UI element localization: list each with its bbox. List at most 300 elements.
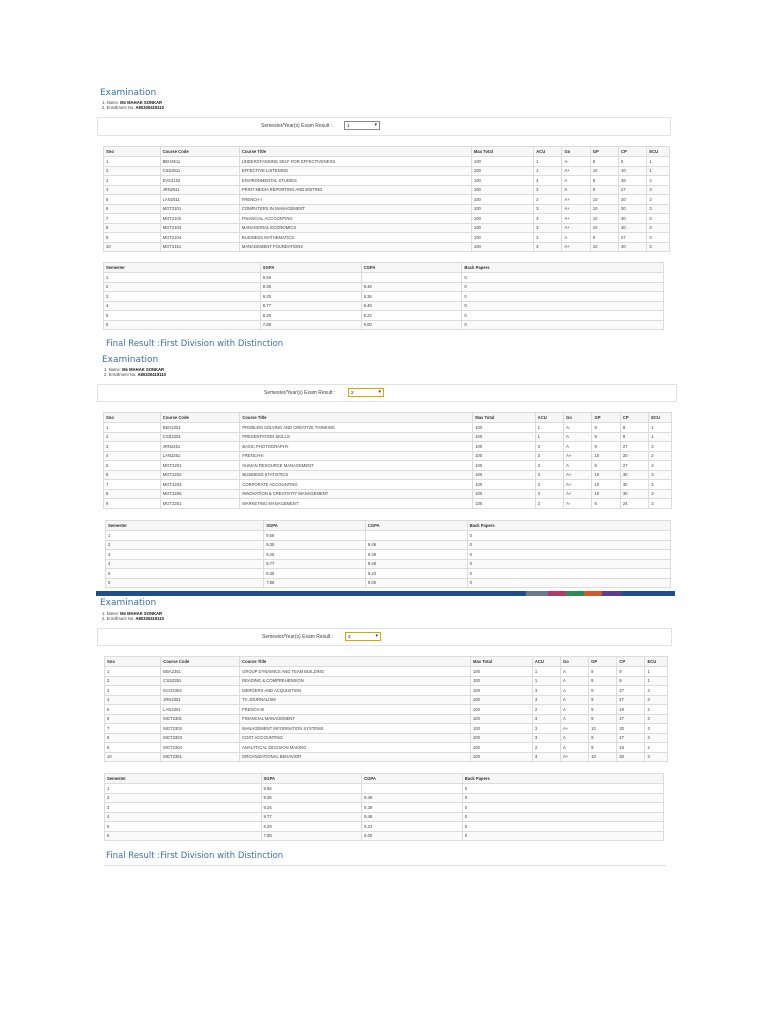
page-title: Examination xyxy=(100,598,157,608)
cell-gp: 10 xyxy=(592,489,620,499)
cell-course-code: MGT2203 xyxy=(160,480,240,490)
student-info xyxy=(102,611,164,621)
cell-sno: 10 xyxy=(105,752,161,762)
summary-row xyxy=(105,784,664,794)
cell-ecu: 3 xyxy=(647,214,670,224)
summary-table-viewport xyxy=(105,520,671,589)
cell-acu: 3 xyxy=(535,470,563,480)
course-row xyxy=(104,195,670,205)
header-ecu: ECU xyxy=(649,413,672,423)
cell-acu: 3 xyxy=(534,204,562,214)
cell-gp: 9 xyxy=(592,442,620,452)
cell-acu: 2 xyxy=(535,451,563,461)
course-row xyxy=(105,676,668,686)
cell-acu: 3 xyxy=(532,686,560,696)
cell-grade: A+ xyxy=(562,204,590,214)
cell-gp: 10 xyxy=(589,752,617,762)
cell-course-title: MANAGEMENT FOUNDATIONS xyxy=(239,242,471,252)
cell-sno: 1 xyxy=(105,667,161,677)
cell-acu: 3 xyxy=(535,489,563,499)
cell-grade: A xyxy=(561,733,589,743)
header-course-title: Course Title xyxy=(239,147,471,157)
bar-segment xyxy=(602,591,622,596)
cell-cgpa: 9.23 xyxy=(365,569,467,579)
cell-max-total: 100 xyxy=(471,185,533,195)
header-cgpa: CGPA xyxy=(365,521,467,531)
cell-sno: 10 xyxy=(104,242,161,252)
cell-course-code: MGT2202 xyxy=(160,470,240,480)
cell-max-total: 100 xyxy=(471,233,533,243)
semester-select-value: 1 xyxy=(347,123,350,128)
course-row xyxy=(104,233,670,243)
cell-acu: 3 xyxy=(535,499,563,509)
summary-row xyxy=(105,831,664,841)
header-acu: ACU xyxy=(532,657,560,667)
cell-grade: A xyxy=(561,695,589,705)
cell-course-code: MGT2104 xyxy=(160,233,239,243)
cell-course-code: BEH2511 xyxy=(160,157,239,167)
cell-sgpa: 7.88 xyxy=(261,831,362,841)
cell-course-code: JRN2251 xyxy=(160,442,240,452)
cell-course-code: MGT2304 xyxy=(161,743,240,753)
cell-course-title: BUSINESS STATISTICS xyxy=(240,470,473,480)
cell-gp: 9 xyxy=(589,714,617,724)
cell-cgpa: 9.48 xyxy=(361,301,462,311)
semester-selector-bar xyxy=(97,628,672,646)
course-table xyxy=(104,656,668,762)
cell-gp: 8 xyxy=(592,423,620,433)
cell-cp: 27 xyxy=(617,714,645,724)
cell-cgpa: 9.46 xyxy=(361,282,462,292)
cell-acu: 3 xyxy=(534,242,562,252)
cell-course-title: INNOVATION & CREATIVITY MANAGEMENT xyxy=(240,489,473,499)
cell-semester: 2 xyxy=(104,282,261,292)
cell-ecu: 3 xyxy=(645,695,668,705)
cell-sgpa: 8.39 xyxy=(260,311,361,321)
cell-cgpa: 9.46 xyxy=(365,540,467,550)
semester-selector-bar xyxy=(97,117,671,136)
cell-course-title: PRINT MEDIA REPORTING AND EDITING xyxy=(239,185,471,195)
cell-course-title: MANAGERIAL ECONOMICS xyxy=(239,223,471,233)
cell-semester: 6 xyxy=(105,831,262,841)
cell-acu: 3 xyxy=(535,480,563,490)
name-value: Ms MAHAK SONKAR xyxy=(120,100,163,105)
cell-cp: 18 xyxy=(617,743,645,753)
cell-course-title: FINANCIAL ACCOUNTING xyxy=(239,214,471,224)
cell-cp: 8 xyxy=(619,157,647,167)
table-header-row xyxy=(105,774,664,784)
cell-cgpa: 9.00 xyxy=(365,578,467,588)
header-acu: ACU xyxy=(534,147,562,157)
cell-grade: A xyxy=(561,667,589,677)
cell-cp: 27 xyxy=(620,442,648,452)
cell-acu: 1 xyxy=(532,676,560,686)
cell-ecu: 3 xyxy=(647,242,670,252)
cell-back-papers: 0 xyxy=(467,569,670,579)
course-row xyxy=(105,743,668,753)
cell-ecu: 3 xyxy=(649,461,672,471)
header-semester: Semester xyxy=(104,263,261,273)
cell-gp: 9 xyxy=(589,676,617,686)
final-result: Final Result :First Division with Distinction xyxy=(106,851,284,861)
cell-max-total: 100 xyxy=(473,461,535,471)
cell-course-title: FRENCH-I xyxy=(239,195,471,205)
cell-acu: 1 xyxy=(532,667,560,677)
cell-grade: A+ xyxy=(562,242,590,252)
cell-cp: 9 xyxy=(620,432,648,442)
cell-back-papers: 0 xyxy=(462,311,664,321)
cell-sno: 8 xyxy=(104,223,161,233)
course-row xyxy=(105,667,668,677)
cell-gp: 8 xyxy=(590,157,618,167)
cell-max-total: 100 xyxy=(470,714,532,724)
cell-course-title: PRESENTATION SKILLS xyxy=(240,432,473,442)
cell-semester: 3 xyxy=(104,292,261,302)
name-label: 1. Name: xyxy=(102,100,119,105)
cell-course-title: ORGANIZATIONAL BEHAVIOR xyxy=(240,752,471,762)
bar-segment xyxy=(526,591,548,596)
cell-acu: 3 xyxy=(535,461,563,471)
cell-back-papers: 0 xyxy=(467,531,670,541)
cell-gp: 9 xyxy=(590,185,618,195)
header-cgpa: CGPA xyxy=(361,263,462,273)
chevron-down-icon: ▾ xyxy=(374,122,377,128)
cell-gp: 10 xyxy=(589,724,617,734)
page-title: Examination xyxy=(100,88,157,98)
header-course-title: Course Title xyxy=(240,657,471,667)
cell-acu: 3 xyxy=(534,185,562,195)
cell-grade: A+ xyxy=(561,752,589,762)
cell-course-title: FRENCH-III xyxy=(240,705,471,715)
cell-sno: 5 xyxy=(105,705,161,715)
table-header-row xyxy=(104,263,664,273)
cell-semester: 5 xyxy=(104,311,261,321)
cell-gp: 10 xyxy=(590,223,618,233)
enroll-label: 2. Enrollment No. xyxy=(102,616,135,621)
cell-course-title: EFFECTIVE LISTENING xyxy=(239,166,471,176)
cell-acu: 1 xyxy=(535,423,563,433)
cell-acu: 4 xyxy=(534,176,562,186)
summary-table xyxy=(104,773,664,841)
cell-sno: 1 xyxy=(104,423,161,433)
course-row xyxy=(104,499,672,509)
course-row xyxy=(105,724,668,734)
cell-course-code: MGT2251 xyxy=(160,499,240,509)
cell-semester: 6 xyxy=(104,320,261,330)
cell-max-total: 100 xyxy=(470,695,532,705)
cell-grade: A+ xyxy=(564,470,592,480)
cell-cp: 30 xyxy=(620,489,648,499)
cell-gp: 10 xyxy=(590,195,618,205)
cell-ecu: 3 xyxy=(645,714,668,724)
cell-cp: 30 xyxy=(620,470,648,480)
cell-back-papers: 0 xyxy=(462,831,663,841)
cell-sgpa: 9.56 xyxy=(261,784,362,794)
header-course-code: Course Code xyxy=(160,147,239,157)
cell-back-papers: 0 xyxy=(467,578,670,588)
course-table-viewport[interactable] xyxy=(103,412,672,514)
cell-course-code: MGT2302 xyxy=(161,724,240,734)
summary-row xyxy=(105,822,664,832)
cell-gp: 10 xyxy=(592,451,620,461)
cell-sno: 9 xyxy=(104,499,161,509)
cell-course-title: CORPORATE ACCOUNTING xyxy=(240,480,473,490)
cell-back-papers: 0 xyxy=(462,784,663,794)
cell-sgpa: 9.77 xyxy=(260,301,361,311)
header-max-total: Max Total xyxy=(473,413,535,423)
semester-select[interactable] xyxy=(345,632,381,641)
cell-course-title: PROBLEM SOLVING AND CREATIVE THINKING xyxy=(240,423,473,433)
course-row xyxy=(105,752,668,762)
cell-gp: 9 xyxy=(589,686,617,696)
cell-max-total: 100 xyxy=(473,423,535,433)
header-ecu: ECU xyxy=(647,147,670,157)
page-title: Examination xyxy=(102,355,159,365)
cell-grade: A xyxy=(564,461,592,471)
cell-cp: 27 xyxy=(619,233,647,243)
summary-row xyxy=(105,803,664,813)
cell-gp: 9 xyxy=(589,667,617,677)
course-row xyxy=(104,423,672,433)
cell-ecu: 4 xyxy=(647,176,670,186)
header-grade: Go xyxy=(562,147,590,157)
summary-row xyxy=(104,282,664,292)
cell-gp: 9 xyxy=(589,743,617,753)
cell-course-title: TV JOURNALISM xyxy=(240,695,471,705)
header-sno: Sno xyxy=(105,657,161,667)
cell-ecu: 3 xyxy=(645,752,668,762)
cell-cp: 20 xyxy=(619,195,647,205)
cell-sno: 3 xyxy=(104,442,161,452)
table-header-row xyxy=(104,147,670,157)
header-sgpa: SGPA xyxy=(264,521,366,531)
cell-course-code: MGT2205 xyxy=(160,489,240,499)
cell-grade: A xyxy=(561,705,589,715)
header-back-papers: Back Papers xyxy=(462,263,664,273)
course-table-viewport[interactable] xyxy=(103,146,670,252)
cell-cgpa: 9.39 xyxy=(362,803,463,813)
cell-course-code: LAN2251 xyxy=(160,451,240,461)
cell-course-code: LAN2511 xyxy=(160,195,239,205)
cell-course-code: CSS2351 xyxy=(161,676,240,686)
student-info xyxy=(102,100,164,110)
cell-cp: 27 xyxy=(617,695,645,705)
cell-grade: A- xyxy=(564,423,592,433)
cell-cgpa: 9.46 xyxy=(362,793,463,803)
cell-ecu: 3 xyxy=(647,204,670,214)
name-value: Ms MAHAK SONKAR xyxy=(122,367,165,372)
cell-sno: 3 xyxy=(105,686,161,696)
cell-acu: 3 xyxy=(534,223,562,233)
cell-gp: 9 xyxy=(589,733,617,743)
cell-ecu: 1 xyxy=(649,432,672,442)
cell-back-papers: 0 xyxy=(462,282,664,292)
course-row xyxy=(104,166,670,176)
cell-acu: 3 xyxy=(534,214,562,224)
course-row xyxy=(104,470,672,480)
cell-course-title: COST ACCOUNTING xyxy=(240,733,471,743)
header-ecu: ECU xyxy=(645,657,668,667)
cell-cp: 8 xyxy=(620,423,648,433)
cell-max-total: 100 xyxy=(471,242,533,252)
cell-course-code: ECO2304 xyxy=(161,686,240,696)
cell-back-papers: 0 xyxy=(462,803,663,813)
cell-max-total: 100 xyxy=(471,176,533,186)
cell-max-total: 100 xyxy=(470,743,532,753)
cell-course-title: ANALYTICAL DECISION MAKING xyxy=(240,743,471,753)
semester-select[interactable] xyxy=(344,121,380,130)
cell-gp: 9 xyxy=(590,233,618,243)
cell-cp: 30 xyxy=(619,242,647,252)
header-cp: CP xyxy=(617,657,645,667)
cell-back-papers: 0 xyxy=(462,793,663,803)
cell-semester: 4 xyxy=(104,301,261,311)
header-acu: ACU xyxy=(535,413,563,423)
cell-course-title: COMPUTERS IN MANAGEMENT xyxy=(239,204,471,214)
cell-ecu: 1 xyxy=(647,166,670,176)
course-row xyxy=(104,480,672,490)
semester-selector-bar xyxy=(97,384,677,402)
cell-max-total: 100 xyxy=(473,432,535,442)
cell-back-papers: 0 xyxy=(462,273,664,283)
course-row xyxy=(105,695,668,705)
cell-semester: 2 xyxy=(106,540,264,550)
cell-course-code: CSS2511 xyxy=(160,166,239,176)
cell-gp: 10 xyxy=(592,480,620,490)
cell-cp: 30 xyxy=(620,480,648,490)
header-cgpa: CGPA xyxy=(362,774,463,784)
semester-select-value: 3 xyxy=(348,634,351,639)
cell-semester: 4 xyxy=(105,812,262,822)
table-header-row xyxy=(104,413,672,423)
course-table xyxy=(103,146,670,252)
cell-acu: 1 xyxy=(534,166,562,176)
cell-ecu: 2 xyxy=(645,743,668,753)
cell-course-code: MGT2303 xyxy=(161,733,240,743)
cell-sno: 5 xyxy=(104,195,161,205)
cell-sno: 3 xyxy=(104,176,161,186)
cell-sno: 7 xyxy=(104,214,161,224)
cell-sno: 5 xyxy=(104,461,161,471)
cell-acu: 2 xyxy=(532,743,560,753)
header-sno: Sno xyxy=(104,413,161,423)
cell-cgpa: 9.23 xyxy=(361,311,462,321)
course-row xyxy=(104,223,670,233)
cell-semester: 6 xyxy=(106,578,264,588)
cell-cp: 20 xyxy=(620,451,648,461)
cell-course-title: MANAGEMENT INFORMATION SYSTEMS xyxy=(240,724,471,734)
header-cp: CP xyxy=(620,413,648,423)
cell-max-total: 100 xyxy=(473,442,535,452)
cell-acu: 2 xyxy=(532,705,560,715)
cell-cp: 36 xyxy=(619,176,647,186)
cell-sno: 7 xyxy=(105,724,161,734)
cell-course-code: MGT2301 xyxy=(161,714,240,724)
cell-semester: 3 xyxy=(106,550,264,560)
cell-acu: 1 xyxy=(535,432,563,442)
cell-sgpa: 9.25 xyxy=(260,292,361,302)
summary-row xyxy=(105,793,664,803)
cell-grade: A xyxy=(564,442,592,452)
course-row xyxy=(104,204,670,214)
cell-course-code: CSS2251 xyxy=(160,432,240,442)
cell-max-total: 100 xyxy=(473,480,535,490)
cell-cp: 27 xyxy=(620,461,648,471)
cell-gp: 10 xyxy=(590,242,618,252)
cell-sno: 9 xyxy=(104,233,161,243)
next-table-edge xyxy=(104,865,666,871)
course-row xyxy=(104,214,670,224)
summary-row xyxy=(106,550,671,560)
cell-course-code: MGT2201 xyxy=(160,461,240,471)
cell-back-papers: 0 xyxy=(467,559,670,569)
cell-semester: 5 xyxy=(105,822,262,832)
summary-row xyxy=(106,531,671,541)
cell-course-title: UNDERSTANDING SELF FOR EFFECTIVENESS xyxy=(239,157,471,167)
course-row xyxy=(104,185,670,195)
cell-grade: A+ xyxy=(564,480,592,490)
header-gp: GP xyxy=(589,657,617,667)
summary-table xyxy=(105,520,671,588)
cell-acu: 3 xyxy=(532,724,560,734)
cell-sgpa: 9.35 xyxy=(264,540,366,550)
enroll-label: 2. Enrollment No. xyxy=(102,105,135,110)
header-course-title: Course Title xyxy=(240,413,473,423)
cell-cgpa: 9.48 xyxy=(365,559,467,569)
cell-sgpa: 7.88 xyxy=(264,578,366,588)
cell-back-papers: 0 xyxy=(462,822,663,832)
footer-bar xyxy=(96,591,675,596)
cell-sgpa: 9.77 xyxy=(261,812,362,822)
course-row xyxy=(104,451,672,461)
cell-cp: 18 xyxy=(617,705,645,715)
cell-cp: 10 xyxy=(619,166,647,176)
cell-cp: 27 xyxy=(617,733,645,743)
cell-cgpa: 9.23 xyxy=(362,822,463,832)
cell-course-title: FINANCIAL MANAGEMENT xyxy=(240,714,471,724)
cell-grade: A xyxy=(561,686,589,696)
cell-course-title: MARKETING MANAGEMENT xyxy=(240,499,473,509)
cell-ecu: 3 xyxy=(647,233,670,243)
cell-gp: 10 xyxy=(590,166,618,176)
cell-grade: A xyxy=(562,176,590,186)
cell-ecu: 3 xyxy=(649,489,672,499)
cell-cgpa: 9.48 xyxy=(362,812,463,822)
header-sgpa: SGPA xyxy=(261,774,362,784)
cell-sno: 4 xyxy=(104,451,161,461)
cell-gp: 9 xyxy=(592,432,620,442)
cell-ecu: 1 xyxy=(645,667,668,677)
cell-acu: 1 xyxy=(534,157,562,167)
semester-select[interactable] xyxy=(348,388,384,397)
cell-grade: A xyxy=(561,714,589,724)
cell-acu: 3 xyxy=(535,442,563,452)
cell-cgpa xyxy=(361,273,462,283)
cell-course-code: BEH2251 xyxy=(160,423,240,433)
cell-back-papers: 0 xyxy=(462,320,664,330)
course-row xyxy=(104,442,672,452)
name-label: 1. Name: xyxy=(102,611,119,616)
cell-semester: 5 xyxy=(106,569,264,579)
exam-result-label: Semester/Year(s) Exam Result : xyxy=(261,123,333,129)
summary-row xyxy=(104,301,664,311)
header-max-total: Max Total xyxy=(470,657,532,667)
cell-course-title: BUSINESS MATHEMATICS xyxy=(239,233,471,243)
cell-cgpa: 9.00 xyxy=(362,831,463,841)
cell-semester: 4 xyxy=(106,559,264,569)
cell-grade: A xyxy=(564,432,592,442)
cell-course-code: JRN2511 xyxy=(160,185,239,195)
